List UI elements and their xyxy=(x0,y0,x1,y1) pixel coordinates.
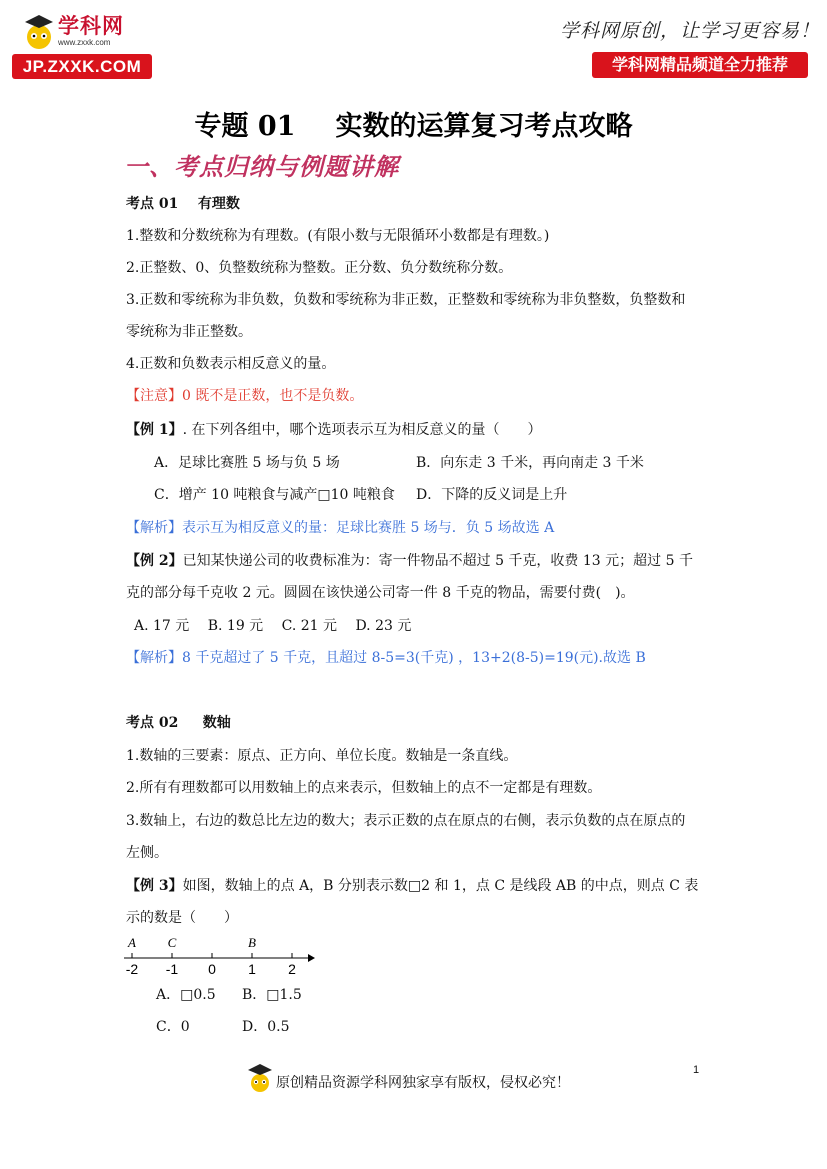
title-part2: 实数的运算复习考点攻略 xyxy=(335,111,633,142)
logo-url: www.zxxk.com xyxy=(58,38,111,47)
example3-option-d: D．0.5 xyxy=(242,1019,290,1035)
number-line-tick-label: 2 xyxy=(288,961,296,977)
note-tag: 【注意】 xyxy=(126,388,182,404)
example3-option-c: C．0 xyxy=(156,1019,190,1035)
page-title xyxy=(0,104,827,143)
topic1-line-2: 2.正整数、0、负整数统称为整数。正分数、负分数统称分数。 xyxy=(126,260,513,276)
topic1-name: 有理数 xyxy=(197,196,240,212)
logo-text: 学科网 xyxy=(58,14,124,38)
number-line-arrow xyxy=(308,954,315,962)
topic1-line-1: 1.整数和分数统称为有理数。(有限小数与无限循环小数都是有理数。) xyxy=(126,228,550,244)
number-line-point-label: B xyxy=(248,935,256,950)
example2-analysis-tag: 【解析】 xyxy=(126,650,182,666)
number-line-tick-label: -2 xyxy=(125,961,139,977)
number-line-tick-label: -1 xyxy=(165,961,179,977)
number-line-point-label: A xyxy=(128,935,136,950)
example3-tag: 【例 3】 xyxy=(126,878,183,894)
example3-text-1: 如图，数轴上的点 A，B 分别表示数□2 和 1，点 C 是线段 AB 的中点，则点 C 表 xyxy=(182,878,699,894)
example3-option-b: B．□1.5 xyxy=(242,987,302,1003)
title-part1: 专题 01 xyxy=(194,111,296,142)
slogan: 学科网原创，让学习更容易！ xyxy=(560,20,821,42)
topic2-line-2: 2.所有有理数都可以用数轴上的点来表示，但数轴上的点不一定都是有理数。 xyxy=(126,780,602,796)
example1-analysis xyxy=(126,518,554,538)
mascot-icon xyxy=(22,12,56,52)
footer-copyright: 原创精品资源学科网独家享有版权，侵权必究！ xyxy=(276,1075,570,1091)
topic2-label: 考点 02 xyxy=(126,715,179,731)
example1-option-d: D．下降的反义词是上升 xyxy=(416,487,568,503)
example1-stem xyxy=(126,420,542,440)
site-badge: JP.ZXXK.COM xyxy=(12,54,152,79)
example1-option-b: B．向东走 3 千米，再向南走 3 千米 xyxy=(416,455,644,471)
example2-text-1: 已知某快递公司的收费标准为：寄一件物品不超过 5 千克，收费 13 元；超过 5 千 xyxy=(182,553,693,569)
example2-stem-1 xyxy=(126,551,693,571)
example2-analysis xyxy=(126,648,646,668)
topic2-heading xyxy=(126,713,231,733)
topic1-label: 考点 01 xyxy=(126,196,179,212)
example1-analysis-text: 表示互为相反意义的量：足球比赛胜 5 场与．负 5 场故选 A xyxy=(182,520,555,536)
number-line-tick-label: 0 xyxy=(208,961,216,977)
topic2-name: 数轴 xyxy=(202,715,231,731)
number-line-tick-label: 1 xyxy=(248,961,256,977)
topic2-line-3: 3.数轴上，右边的数总比左边的数大；表示正数的点在原点的右侧，表示负数的点在原点的 xyxy=(126,813,686,829)
example1-option-a: A．足球比赛胜 5 场与负 5 场 xyxy=(154,455,340,471)
example2-options: A. 17 元 B. 19 元 C. 21 元 D. 23 元 xyxy=(134,618,412,634)
example1-analysis-tag: 【解析】 xyxy=(126,520,182,536)
example2-tag: 【例 2】 xyxy=(126,553,183,569)
topic2-line-1: 1.数轴的三要素：原点、正方向、单位长度。数轴是一条直线。 xyxy=(126,748,518,764)
topic1-line-5: 4.正数和负数表示相反意义的量。 xyxy=(126,356,336,372)
example3-stem-2: 示的数是（ ） xyxy=(126,910,238,926)
example3-option-a: A．□0.5 xyxy=(156,987,216,1003)
topic1-line-4: 零统称为非正整数。 xyxy=(126,324,252,340)
recommend-banner: 学科网精品频道全力推荐 xyxy=(592,52,808,78)
page-number: 1 xyxy=(693,1064,700,1076)
example1-tag: 【例 1】 xyxy=(126,422,183,438)
note xyxy=(126,386,363,406)
note-text: 0 既不是正数，也不是负数。 xyxy=(182,388,364,404)
number-line-point-label: C xyxy=(167,935,177,950)
footer-mascot-icon xyxy=(246,1062,274,1096)
example2-stem-2: 克的部分每千克收 2 元。圆圆在该快递公司寄一件 8 千克的物品，需要付费( )。 xyxy=(126,585,635,601)
example1-option-c: C．增产 10 吨粮食与减产□10 吨粮食 xyxy=(154,487,395,503)
topic1-heading xyxy=(126,194,240,214)
section-heading: 一、考点归纳与例题讲解 xyxy=(124,153,399,181)
topic1-line-3: 3.正数和零统称为非负数，负数和零统称为非正数，正整数和零统称为非负整数，负整数和 xyxy=(126,292,686,308)
example1-text: . 在下列各组中，哪个选项表示互为相反意义的量（ ） xyxy=(182,422,542,438)
example2-analysis-text: 8 千克超过了 5 千克，且超过 8-5=3(千克) ，13+2(8-5)=19(元).故选 B xyxy=(182,650,646,666)
example3-stem-1 xyxy=(126,876,698,896)
number-line xyxy=(118,932,318,982)
topic2-line-4: 左侧。 xyxy=(126,845,168,861)
